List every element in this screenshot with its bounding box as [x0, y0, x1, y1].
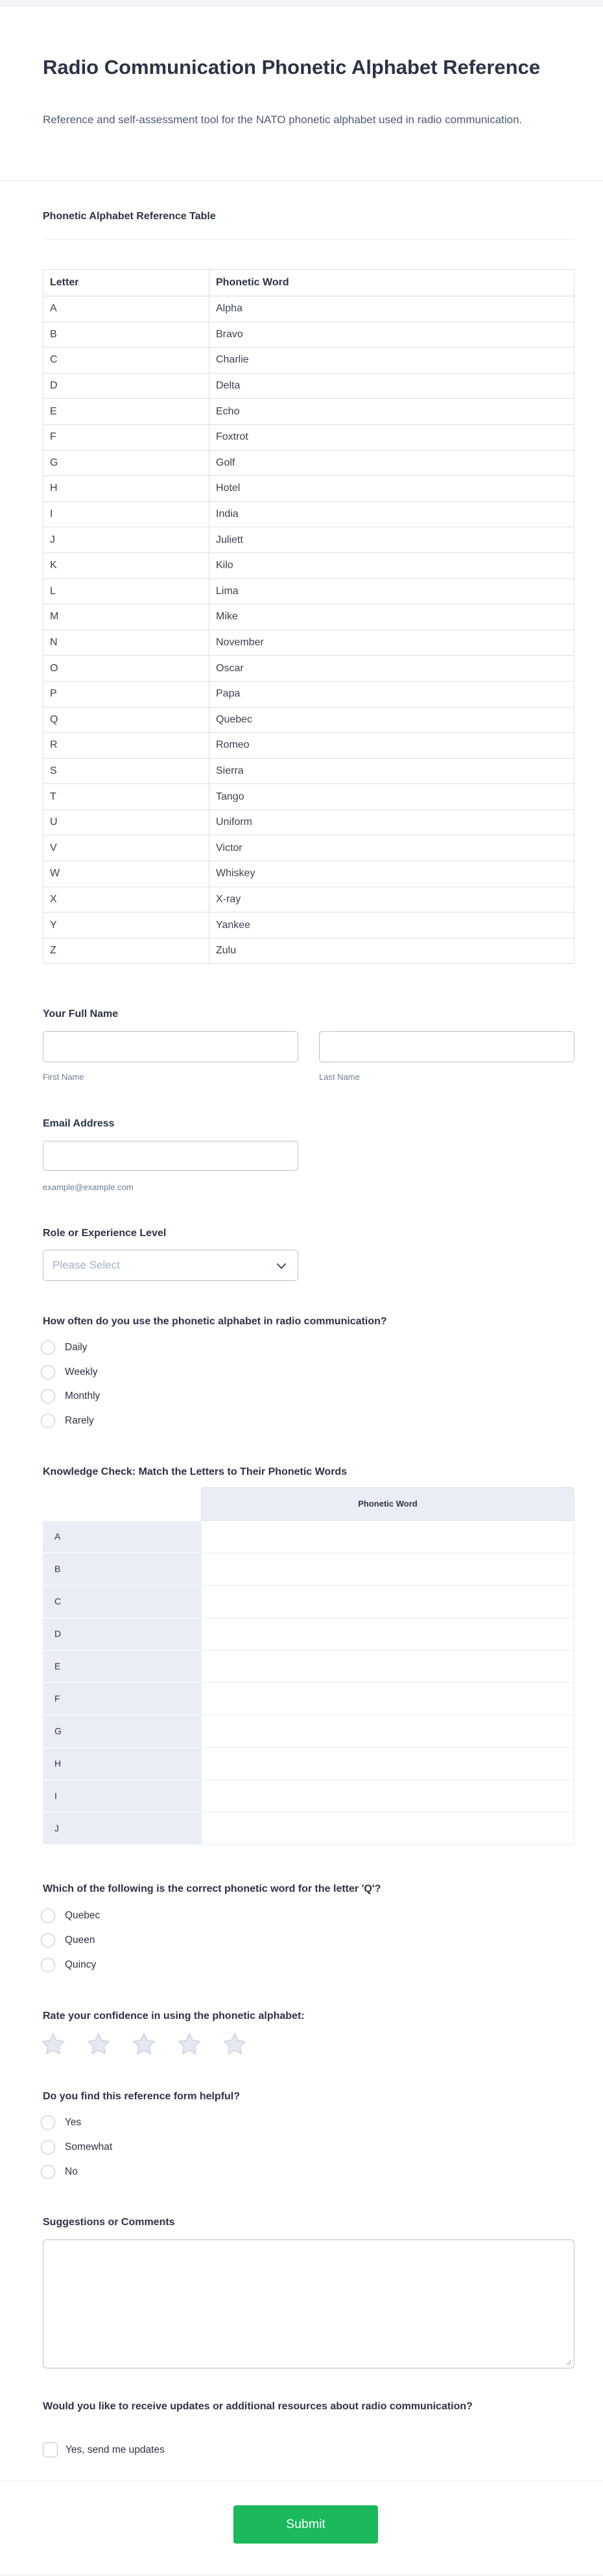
updates-question-label: Would you like to receive updates or additional resources about radio communication?	[43, 2401, 473, 2412]
letter-cell: Q	[43, 707, 209, 733]
column-header-letter: Letter	[43, 270, 209, 296]
letter-cell: N	[43, 630, 209, 656]
radio-icon[interactable]	[41, 2116, 55, 2130]
page-title: Radio Communication Phonetic Alphabet Reference	[43, 55, 541, 78]
letter-cell: W	[43, 861, 209, 887]
word-cell: Quebec	[209, 707, 574, 733]
letter-cell: M	[43, 604, 209, 630]
radio-option-label: Weekly	[65, 1366, 98, 1377]
word-cell: Mike	[209, 604, 574, 630]
word-cell: Tango	[209, 784, 574, 810]
star-icon[interactable]	[86, 2033, 112, 2057]
letter-cell: R	[43, 733, 209, 759]
table-row	[43, 733, 574, 759]
star-icon[interactable]	[222, 2033, 248, 2057]
matrix-cell[interactable]	[201, 1715, 574, 1748]
radio-option-weekly[interactable]	[41, 1365, 98, 1379]
column-header-word: Phonetic Word	[209, 270, 574, 296]
word-cell: Kilo	[209, 553, 574, 578]
table-row	[43, 322, 574, 348]
word-cell: Uniform	[209, 809, 574, 835]
word-cell: Foxtrot	[209, 424, 574, 450]
matrix-row-label: D	[43, 1618, 201, 1650]
radio-icon[interactable]	[41, 2165, 55, 2179]
radio-icon[interactable]	[41, 1414, 55, 1428]
letter-cell: E	[43, 399, 209, 425]
radio-icon[interactable]	[41, 1909, 55, 1923]
table-row	[43, 476, 574, 502]
radio-option-label: Somewhat	[65, 2141, 113, 2153]
letter-cell: Z	[43, 938, 209, 964]
radio-option-monthly[interactable]	[41, 1389, 100, 1403]
updates-checkbox-option[interactable]	[43, 2442, 165, 2457]
radio-icon[interactable]	[41, 1958, 55, 1972]
letter-cell: P	[43, 681, 209, 707]
matrix-cell[interactable]	[201, 1586, 574, 1618]
email-label: Email Address	[43, 1118, 115, 1129]
letter-cell: C	[43, 348, 209, 374]
word-cell: Yankee	[209, 912, 574, 938]
letter-cell: I	[43, 501, 209, 527]
radio-option-daily[interactable]	[41, 1340, 87, 1355]
radio-option-label: Quebec	[65, 1910, 100, 1921]
radio-option-no[interactable]	[41, 2164, 78, 2179]
section-divider	[43, 239, 574, 240]
radio-icon[interactable]	[41, 1365, 55, 1379]
word-cell: Papa	[209, 681, 574, 707]
matrix-row-label: E	[43, 1651, 201, 1682]
word-cell: Victor	[209, 835, 574, 861]
table-row	[43, 578, 574, 604]
first-name-input[interactable]	[43, 1031, 298, 1062]
word-cell: Whiskey	[209, 861, 574, 887]
matrix-cell[interactable]	[201, 1780, 574, 1813]
radio-option-rarely[interactable]	[41, 1413, 94, 1428]
word-cell: Hotel	[209, 476, 574, 502]
word-cell: Oscar	[209, 656, 574, 682]
radio-icon[interactable]	[41, 1341, 55, 1355]
letter-cell: H	[43, 476, 209, 502]
radio-option-label: Queen	[65, 1935, 95, 1946]
confidence-label: Rate your confidence in using the phonetic alphabet:	[43, 2010, 305, 2021]
table-row	[43, 373, 574, 399]
word-cell: Charlie	[209, 348, 574, 374]
header-divider	[0, 180, 603, 181]
table-row	[43, 809, 574, 835]
radio-option-label: Yes	[65, 2117, 82, 2128]
matrix-cell[interactable]	[201, 1651, 574, 1683]
letter-cell: Y	[43, 912, 209, 938]
word-cell: Alpha	[209, 296, 574, 322]
table-row	[43, 630, 574, 656]
table-row	[43, 861, 574, 887]
letter-cell: X	[43, 887, 209, 912]
table-row	[43, 938, 574, 964]
radio-option-label: Monthly	[65, 1390, 100, 1401]
radio-option-queen[interactable]	[41, 1933, 95, 1948]
section-heading-reference-table: Phonetic Alphabet Reference Table	[43, 211, 216, 222]
table-header-row	[43, 270, 574, 296]
matrix-row-label: J	[43, 1813, 201, 1844]
frequency-question-label: How often do you use the phonetic alphabet in radio communication?	[43, 1316, 387, 1327]
word-cell: Golf	[209, 450, 574, 476]
quiz-question-label: Which of the following is the correct phonetic word for the letter 'Q'?	[43, 1883, 381, 1894]
comments-textarea[interactable]	[43, 2239, 574, 2368]
matrix-column-header: Phonetic Word	[201, 1487, 574, 1521]
word-cell: India	[209, 501, 574, 527]
table-row	[43, 887, 574, 912]
matrix-cell[interactable]	[201, 1553, 574, 1586]
matrix-cell[interactable]	[201, 1748, 574, 1780]
table-row	[43, 553, 574, 578]
last-name-input[interactable]	[319, 1031, 574, 1062]
star-icon[interactable]	[176, 2033, 202, 2057]
first-name-sublabel: First Name	[43, 1072, 84, 1082]
word-cell: Zulu	[209, 938, 574, 964]
radio-option-label: Quincy	[65, 1959, 97, 1970]
matrix-row-label: B	[43, 1553, 201, 1585]
letter-cell: L	[43, 578, 209, 604]
letter-cell: U	[43, 809, 209, 835]
knowledge-check-label: Knowledge Check: Match the Letters to Their Phonetic Words	[43, 1466, 348, 1477]
word-cell: Bravo	[209, 322, 574, 348]
letter-cell: K	[43, 553, 209, 578]
role-select[interactable]	[43, 1250, 298, 1281]
star-icon[interactable]	[40, 2033, 66, 2057]
letter-cell: J	[43, 527, 209, 553]
letter-cell: O	[43, 656, 209, 682]
comments-label: Suggestions or Comments	[43, 2217, 175, 2228]
radio-option-label: No	[65, 2166, 78, 2177]
table-row	[43, 527, 574, 553]
letter-cell: G	[43, 450, 209, 476]
submit-button[interactable]: Submit	[233, 2505, 378, 2544]
table-row	[43, 707, 574, 733]
matrix-row-label: A	[43, 1521, 201, 1553]
role-select-placeholder: Please Select	[53, 1259, 120, 1271]
table-row	[43, 604, 574, 630]
letter-cell: B	[43, 322, 209, 348]
word-cell: X-ray	[209, 887, 574, 912]
table-row	[43, 296, 574, 322]
radio-option-yes[interactable]	[41, 2115, 81, 2130]
matrix-cell[interactable]	[201, 1813, 574, 1845]
table-row	[43, 912, 574, 938]
full-name-label: Your Full Name	[43, 1008, 119, 1020]
table-row	[43, 758, 574, 784]
radio-option-quebec[interactable]	[41, 1908, 100, 1923]
word-cell: Romeo	[209, 733, 574, 759]
table-row	[43, 399, 574, 425]
radio-option-quincy[interactable]	[41, 1957, 96, 1972]
helpful-question-label: Do you find this reference form helpful?	[43, 2091, 241, 2102]
table-row	[43, 656, 574, 682]
checkbox-label: Yes, send me updates	[65, 2444, 165, 2455]
radio-icon[interactable]	[41, 1933, 55, 1948]
letter-cell: V	[43, 835, 209, 861]
radio-icon[interactable]	[41, 2140, 55, 2154]
word-cell: Sierra	[209, 758, 574, 784]
table-row	[43, 348, 574, 374]
matrix-cell[interactable]	[201, 1521, 574, 1553]
chevron-down-icon	[277, 1263, 286, 1269]
table-row	[43, 835, 574, 861]
radio-option-label: Rarely	[65, 1415, 94, 1426]
email-sublabel: example@example.com	[43, 1182, 134, 1192]
word-cell: November	[209, 630, 574, 656]
matrix-cell[interactable]	[201, 1683, 574, 1715]
letter-cell: T	[43, 784, 209, 810]
matrix-cell[interactable]	[201, 1618, 574, 1651]
table-row	[43, 424, 574, 450]
radio-icon[interactable]	[41, 1389, 55, 1403]
letter-cell: S	[43, 758, 209, 784]
matrix-row-label: G	[43, 1715, 201, 1747]
word-cell: Juliett	[209, 527, 574, 553]
matrix-row-label: H	[43, 1748, 201, 1780]
letter-cell: F	[43, 424, 209, 450]
last-name-sublabel: Last Name	[319, 1072, 360, 1082]
checkbox-icon[interactable]	[43, 2442, 58, 2457]
letter-cell: D	[43, 373, 209, 399]
radio-option-label: Daily	[65, 1342, 88, 1353]
star-icon[interactable]	[131, 2033, 157, 2057]
phonetic-reference-table	[43, 269, 574, 964]
role-label: Role or Experience Level	[43, 1228, 167, 1239]
matrix-row-label: I	[43, 1780, 201, 1812]
star-rating[interactable]	[40, 2033, 267, 2057]
matrix-row-label: F	[43, 1683, 201, 1715]
word-cell: Lima	[209, 578, 574, 604]
table-row	[43, 450, 574, 476]
table-row	[43, 681, 574, 707]
letter-cell: A	[43, 296, 209, 322]
matrix-row-label: C	[43, 1586, 201, 1617]
email-field[interactable]	[43, 1141, 298, 1171]
page-subtitle: Reference and self-assessment tool for the NATO phonetic alphabet used in radio communication.	[43, 113, 523, 126]
word-cell: Echo	[209, 399, 574, 425]
table-row	[43, 501, 574, 527]
radio-option-somewhat[interactable]	[41, 2140, 112, 2154]
word-cell: Delta	[209, 373, 574, 399]
table-row	[43, 784, 574, 810]
resize-handle-icon[interactable]	[565, 2359, 572, 2366]
